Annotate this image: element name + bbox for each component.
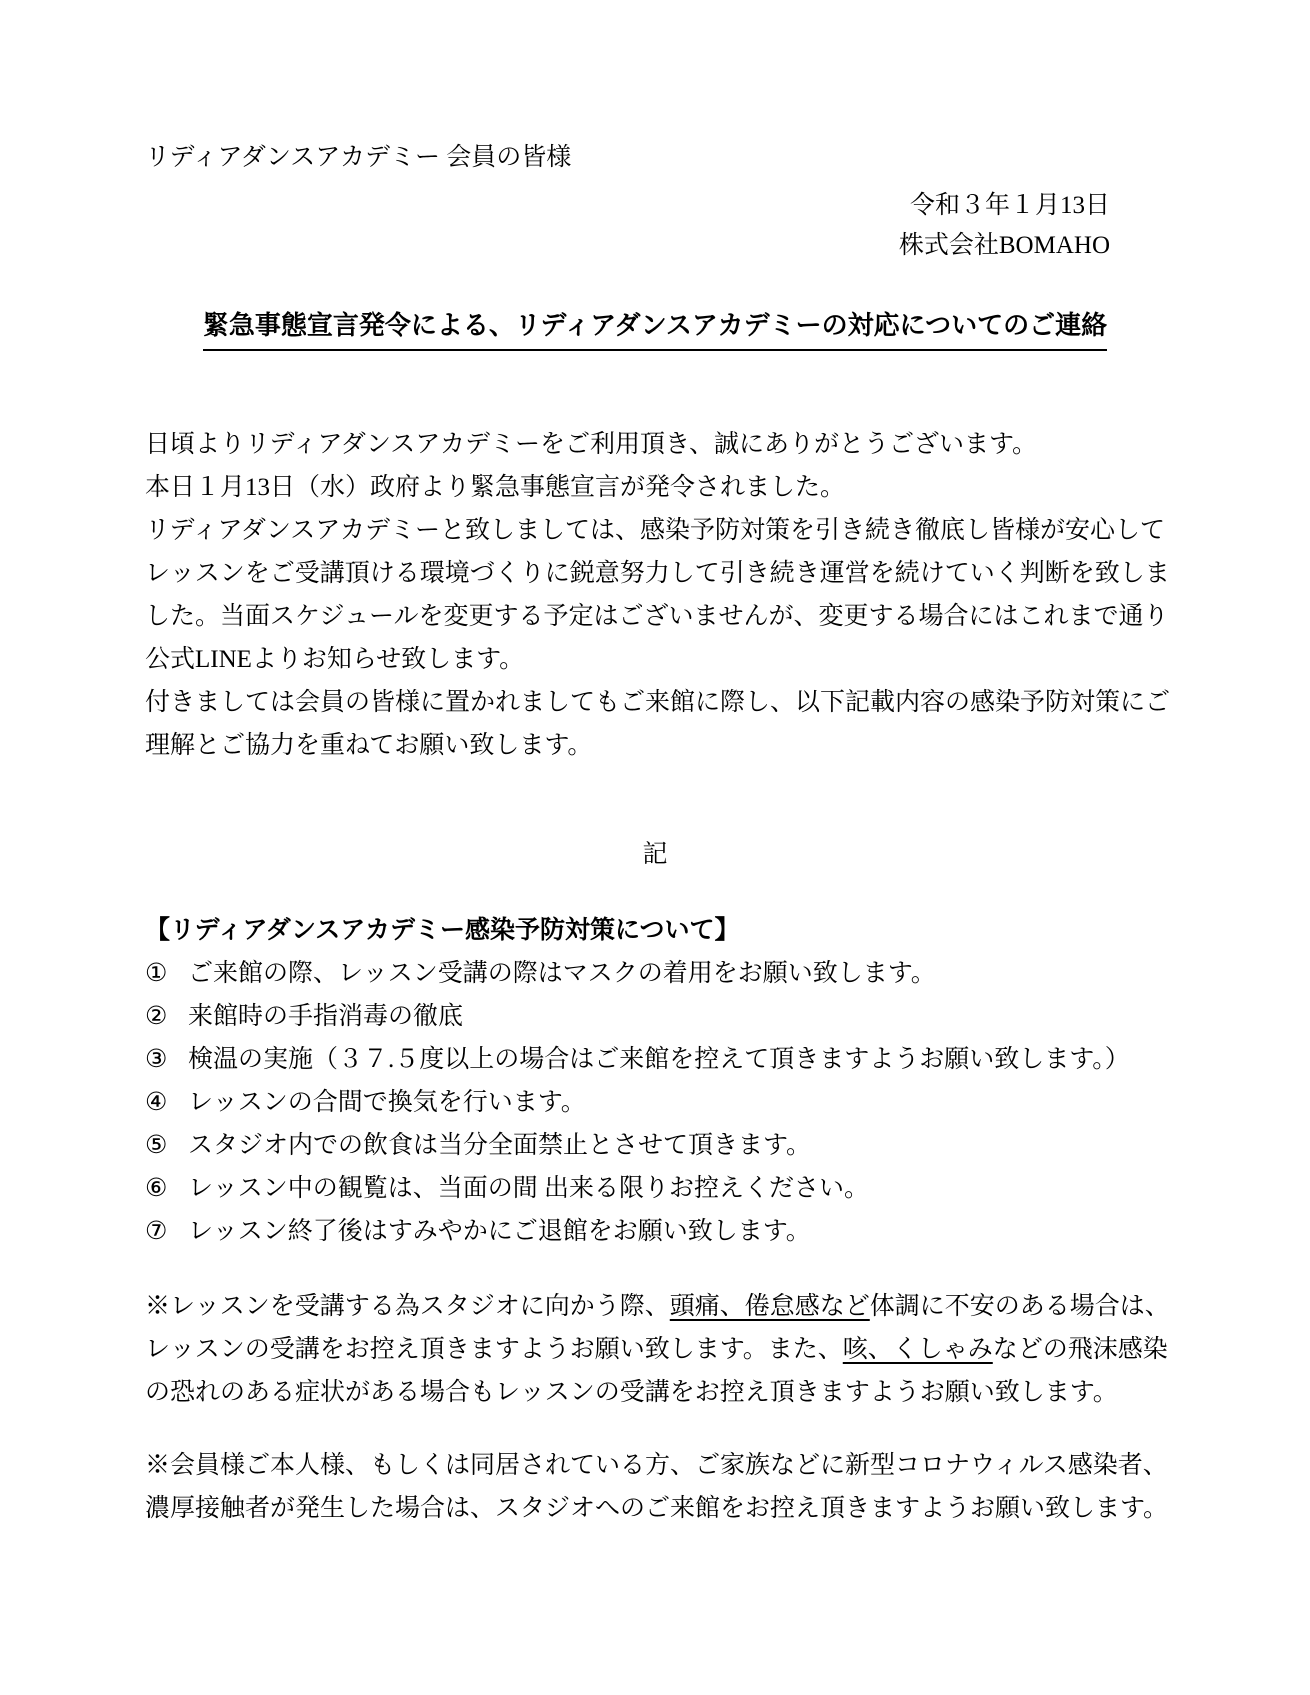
note-text: 体調に不安のある場合は、: [869, 1293, 1170, 1320]
item-number-3: ③: [145, 1046, 168, 1073]
item-number-5: ⑤: [145, 1132, 168, 1159]
prevention-item: [145, 1210, 1165, 1253]
item-text: 検温の実施（３７.５度以上の場合はご来館を控えて頂きますようお願い致します。）: [188, 1046, 1130, 1073]
intro-line: 公式LINEよりお知らせ致します。: [145, 646, 525, 673]
note-text: レッスンの受講をお控え頂きますようお願い致します。また、: [145, 1336, 843, 1363]
prevention-item: [145, 1124, 1165, 1167]
item-number-4: ④: [145, 1089, 168, 1116]
addressee-line: リディアダンスアカデミー 会員の皆様: [145, 144, 572, 171]
item-text: 来館時の手指消毒の徹底: [188, 1003, 464, 1030]
date-company-block: [145, 186, 1165, 266]
company-line: 株式会社BOMAHO: [898, 232, 1110, 259]
intro-paragraph: [145, 423, 1171, 767]
document-title: 緊急事態宣言発令による、リディアダンスアカデミーの対応についてのご連絡: [203, 306, 1107, 351]
note-paragraph-infection: [145, 1444, 1169, 1530]
intro-line: リディアダンスアカデミーと致しましては、感染予防対策を引き続き徹底し皆様が安心して: [145, 517, 1166, 544]
item-text: ご来館の際、レッスン受講の際はマスクの着用をお願い致します。: [188, 960, 936, 987]
note-paragraph-health: [145, 1285, 1170, 1414]
note-line: [145, 1285, 1170, 1328]
prevention-section-heading: 【リディアダンスアカデミー感染予防対策について】: [145, 917, 740, 944]
item-text: レッスンの合間で換気を行います。: [188, 1089, 586, 1116]
prevention-item: [145, 995, 1165, 1038]
item-number-1: ①: [145, 960, 168, 987]
item-text: スタジオ内での飲食は当分全面禁止とさせて頂きます。: [188, 1132, 812, 1159]
prevention-item: [145, 1081, 1165, 1124]
note-text-underlined: 咳、くしゃみ: [842, 1336, 993, 1363]
note-line: の恐れのある症状がある場合もレッスンの受講をお控え頂きますようお願い致します。: [145, 1379, 1118, 1406]
prevention-item: [145, 1038, 1165, 1081]
note-text: などの飛沫感染: [992, 1336, 1168, 1363]
intro-line: レッスンをご受講頂ける環境づくりに鋭意努力して引き続き運営を続けていく判断を致しま: [145, 560, 1170, 587]
intro-line: 本日１月13日（水）政府より緊急事態宣言が発令されました。: [145, 474, 846, 501]
item-number-2: ②: [145, 1003, 168, 1030]
item-text: レッスン終了後はすみやかにご退館をお願い致します。: [188, 1218, 811, 1245]
prevention-item: [145, 1167, 1165, 1210]
item-number-6: ⑥: [145, 1175, 168, 1202]
item-number-7: ⑦: [145, 1218, 168, 1245]
date-line: 令和３年１月13日: [909, 192, 1110, 219]
intro-line: 付きましては会員の皆様に置かれましてもご来館に際し、以下記載内容の感染予防対策にご: [145, 689, 1171, 716]
note-line: 濃厚接触者が発生した場合は、スタジオへのご来館をお控え頂きますようお願い致します。: [145, 1495, 1169, 1522]
title-row: [145, 306, 1165, 351]
intro-line: した。当面スケジュールを変更する予定はございませんが、変更する場合にはこれまで通り: [145, 603, 1169, 630]
item-text: レッスン中の観覧は、当面の間 出来る限りお控えください。: [188, 1175, 870, 1202]
note-text: ※レッスンを受講する為スタジオに向かう際、: [145, 1293, 670, 1320]
note-text-underlined: 頭痛、倦怠感など: [669, 1293, 870, 1320]
intro-line: 日頃よりリディアダンスアカデミーをご利用頂き、誠にありがとうございます。: [145, 431, 1038, 458]
prevention-item: [145, 952, 1165, 995]
ki-marker: 記: [642, 841, 668, 868]
intro-line: 理解とご協力を重ねてお願い致します。: [145, 732, 593, 759]
note-line: ※会員様ご本人様、もしくは同居されている方、ご家族などに新型コロナウィルス感染者、: [145, 1452, 1168, 1479]
note-line: [145, 1328, 1168, 1371]
prevention-item-list: [145, 952, 1165, 1253]
